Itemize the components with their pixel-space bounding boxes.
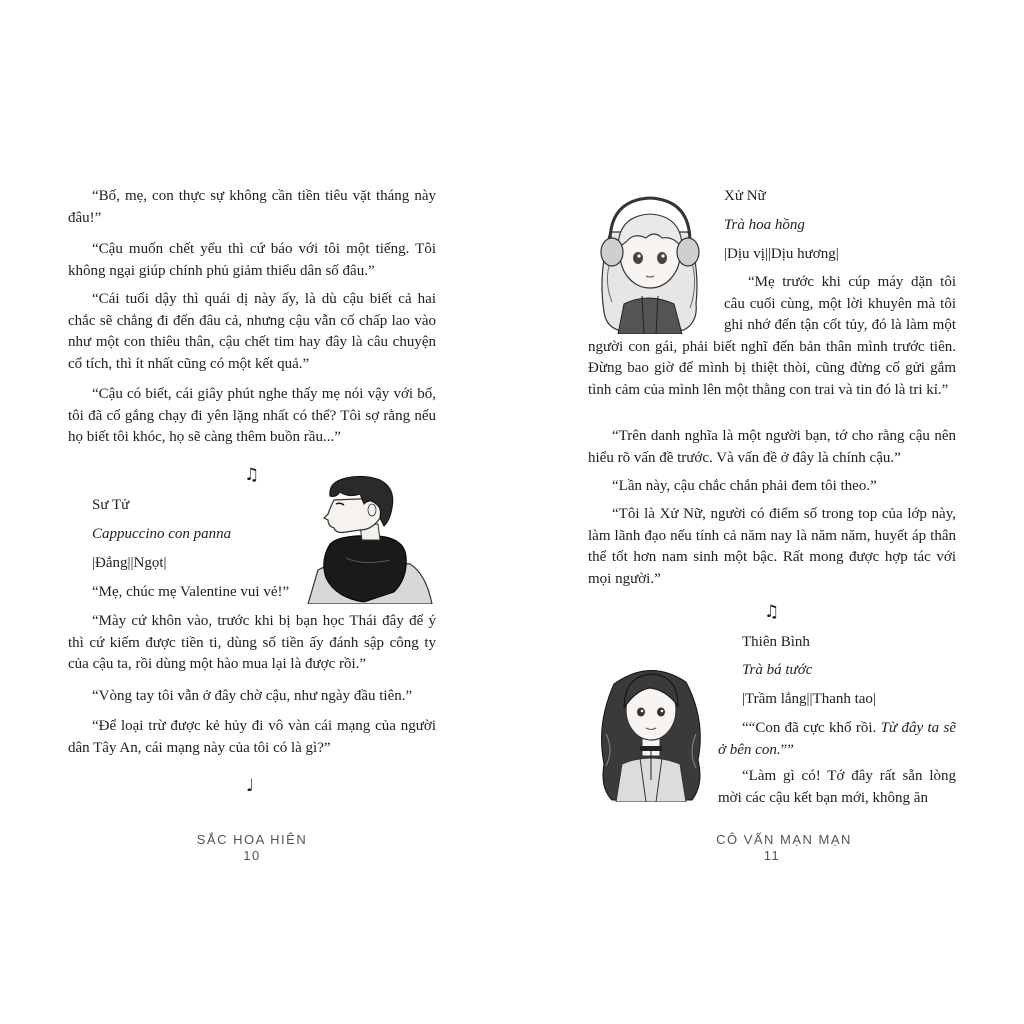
taste-tags: |Dịu vị||Dịu hương| [724,246,839,262]
paragraph: “Bố, mẹ, con thực sự không cần tiền tiêu vặt tháng này đâu!” [68,188,436,226]
page-number: 11 [763,848,781,863]
drink-name: Trà bá tước [742,662,813,678]
page-number: 10 [243,848,261,863]
zodiac-sign: Thiên Bình [742,634,810,650]
quote [718,718,956,761]
paragraph: “Mẹ trước khi cúp máy dặn tôi câu cuối cùng, một lời khuyên mà tôi ghi nhớ đến tận cốt tủy, đó là làm một người con gái, phải biết nghĩ đến bản thân mình trước tiên. Đừng bao giờ để mình bị thiệt thòi, cũng đừng cố gửi gắm tình cảm của mình lên một thằng con trai và tin đó là tri kỉ.” [588,274,956,398]
paragraph: “Làm gì có! Tớ đây rất sẵn lòng mời các cậu kết bạn mới, không ăn [718,768,956,806]
running-footer-title: SẮC HOA HIÊN [196,832,308,847]
music-note-icon: ♫ [764,602,780,622]
quote-italic-text: Từ đây ta sẽ ở bên con. [718,720,956,758]
illustration-girl-with-long-wavy-hair [588,654,712,802]
paragraph: “Cậu có biết, cái giây phút nghe thấy mẹ nói vậy với bố, tôi đã cố gắng chạy đi yên lặng nhất có thể? Tôi sợ rằng nếu họ biết tôi khóc, họ sẽ càng thêm buồn rầu...” [68,386,436,445]
paragraph-wrap [588,272,956,401]
quote-normal-text: ““Con đã cực khổ rồi. [742,720,881,736]
music-note-icon: ♩ [246,776,255,796]
paragraph: “Vòng tay tôi vẫn ở đây chờ cậu, như ngày đầu tiên.” [92,688,413,704]
music-note-icon: ♫ [244,465,260,485]
paragraph: “Cái tuổi dậy thì quái dị này ấy, là dù cậu biết cả hai chắc sẽ chẳng đi đến đâu cả, nhưng cậu vẫn cố chấp lao vào như một con thiêu thân, cậu chết tim hay đây là câu chuyện cổ tích, thì ít nhất cũng có một kết quả.” [68,291,436,372]
illustration-boy-with-scarf [300,474,434,604]
taste-tags: |Đắng||Ngọt| [92,555,167,571]
taste-tags: |Trầm lắng||Thanh tao| [742,691,876,707]
paragraph: “Để loại trừ được kẻ hủy đi vô vàn cái mạng của người dân Tây An, cái mạng này của tôi có là gì?” [68,718,436,756]
running-footer-title: CÔ VẤN MẠN MẠN [716,832,852,847]
paragraph: “Mày cứ khôn vào, trước khi bị bạn học Thái đây để ý thì cứ kiếm được tiền ti, dùng số tiền ấy đánh sập công ty của cậu ta, rồi dùng một hào mua lại là được rồi.” [68,613,436,672]
paragraph: “Lần này, cậu chắc chắn phải đem tôi theo.” [612,478,877,494]
drink-name: Trà hoa hồng [724,217,805,233]
drink-name: Cappuccino con panna [92,526,232,542]
paragraph: “Trên danh nghĩa là một người bạn, tớ cho rằng cậu nên hiểu rõ vấn đề trước. Và vấn đề ở đây là chính cậu.” [588,428,956,466]
quote: “Mẹ, chúc mẹ Valentine vui vẻ!” [92,584,290,600]
paragraph: “Tôi là Xử Nữ, người có điểm số trong top của lớp này, làm lãnh đạo nếu tính cả năm nay là năm năm, huyết áp thân thể tốt hơn nam sinh một bậc. Rất mong được hợp tác với mọi người.” [588,506,956,587]
quote-closing-marks: ”” [780,741,794,758]
paragraph: “Cậu muốn chết yểu thì cứ báo với tôi một tiếng. Tôi không ngại giúp chính phủ giảm thiểu dân số đâu.” [68,241,436,279]
right-page [512,0,1024,1024]
zodiac-sign: Sư Tử [92,497,130,513]
zodiac-sign: Xử Nữ [724,188,766,204]
